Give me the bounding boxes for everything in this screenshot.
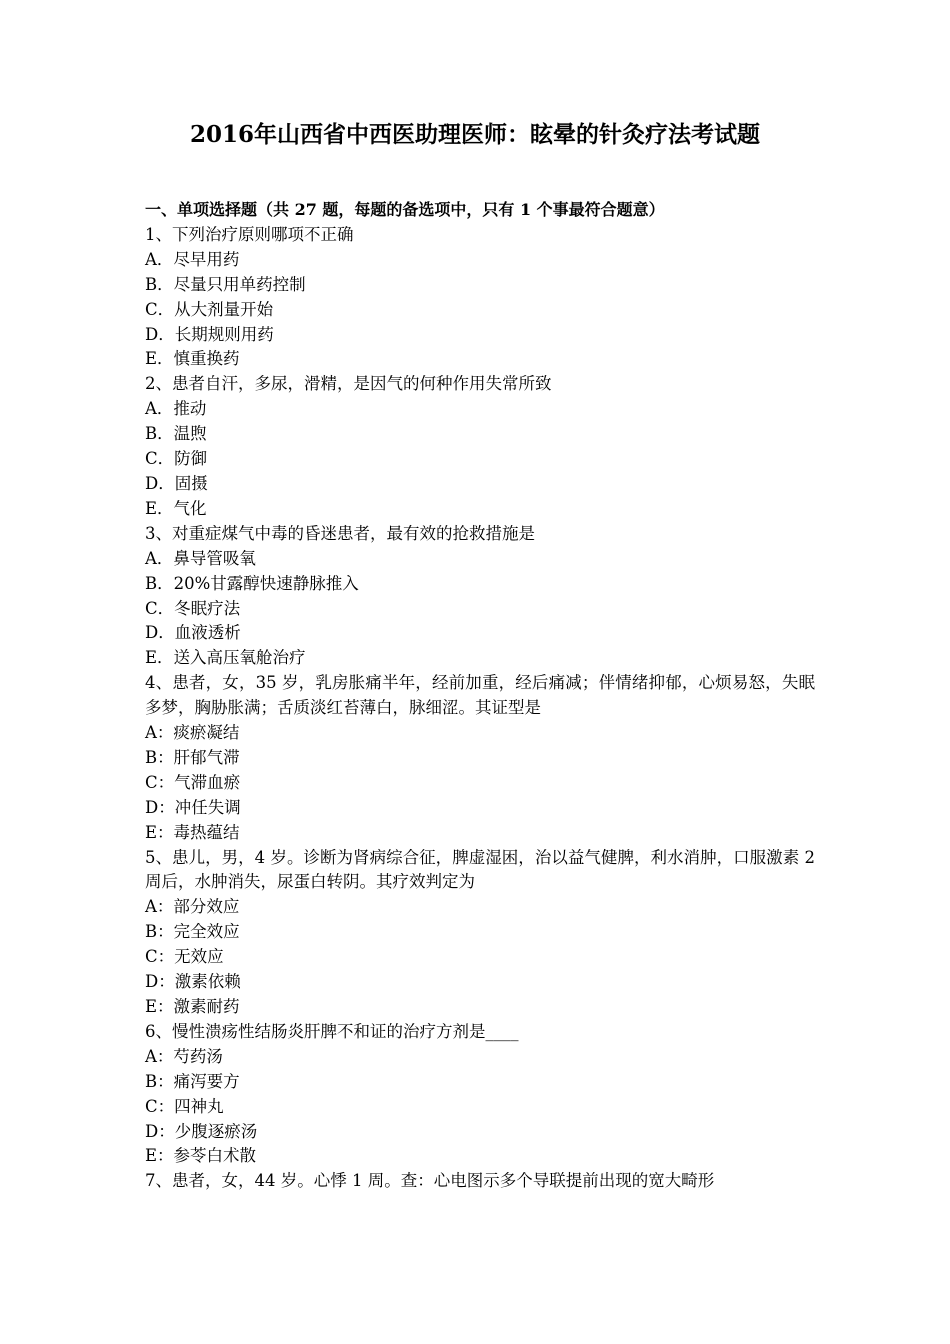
- option-d: D．血液透析: [145, 623, 241, 643]
- question-1: [145, 223, 815, 372]
- option-c: C：气滞血瘀: [145, 772, 241, 792]
- question-stem: 2、患者自汗，多尿，滑精，是因气的何种作用失常所致: [145, 374, 552, 394]
- option-c: C．从大剂量开始: [145, 299, 274, 319]
- question-stem: 7、患者，女，44 岁。心悸 1 周。查：心电图示多个导联提前出现的宽大畸形: [145, 1171, 715, 1191]
- option-d: D．长期规则用药: [145, 324, 274, 344]
- section-heading: 一、单项选择题（共 27 题，每题的备选项中，只有 1 个事最符合题意）: [145, 200, 665, 219]
- option-c: C．冬眠疗法: [145, 598, 241, 618]
- option-b: B：痛泻要方: [145, 1071, 240, 1091]
- option-e: E．慎重换药: [145, 349, 240, 369]
- question-5: [145, 846, 815, 1020]
- option-d: D：冲任失调: [145, 797, 241, 817]
- option-e: E：参苓白术散: [145, 1146, 257, 1166]
- document-title: 2016年山西省中西医助理医师：眩晕的针灸疗法考试题: [189, 121, 760, 148]
- question-7: [145, 1169, 815, 1194]
- question-stem: 6、慢性溃疡性结肠炎肝脾不和证的治疗方剂是____: [145, 1021, 519, 1041]
- question-4: [145, 671, 815, 845]
- option-a: A：痰瘀凝结: [145, 723, 240, 743]
- option-b: B．温煦: [145, 424, 207, 444]
- option-a: A：部分效应: [145, 897, 240, 917]
- option-b: B．尽量只用单药控制: [145, 274, 306, 294]
- option-b: B：肝郁气滞: [145, 747, 240, 767]
- question-3: [145, 522, 815, 671]
- question-stem: 5、患儿，男，4 岁。诊断为肾病综合征，脾虚湿困，治以益气健脾，利水消肿，口服激素 2 周后，水肿消失，尿蛋白转阴。其疗效判定为: [145, 847, 815, 892]
- question-stem: 1、下列治疗原则哪项不正确: [145, 224, 354, 244]
- option-d: D．固摄: [145, 473, 208, 493]
- option-e: E：毒热蕴结: [145, 822, 240, 842]
- question-6: [145, 1020, 815, 1169]
- option-b: B：完全效应: [145, 922, 240, 942]
- question-stem: 4、患者，女，35 岁，乳房胀痛半年，经前加重，经后痛减；伴情绪抑郁，心烦易怒，失眠多梦，胸胁胀满；舌质淡红苔薄白，脉细涩。其证型是: [145, 673, 815, 718]
- option-d: D：激素依赖: [145, 972, 241, 992]
- option-e: E．气化: [145, 498, 207, 518]
- option-c: C：无效应: [145, 947, 224, 967]
- option-a: A．尽早用药: [145, 249, 240, 269]
- question-2: [145, 372, 815, 521]
- option-d: D：少腹逐瘀汤: [145, 1121, 258, 1141]
- option-a: A．鼻导管吸氧: [145, 548, 256, 568]
- option-b: B．20%甘露醇快速静脉推入: [145, 573, 359, 593]
- option-a: A：芍药汤: [145, 1046, 223, 1066]
- option-e: E．送入高压氧舱治疗: [145, 648, 306, 668]
- option-a: A．推动: [145, 399, 207, 419]
- option-e: E：激素耐药: [145, 997, 240, 1016]
- option-c: C：四神丸: [145, 1096, 224, 1116]
- document-body: [145, 198, 815, 1194]
- option-c: C．防御: [145, 449, 208, 469]
- question-stem: 3、对重症煤气中毒的昏迷患者，最有效的抢救措施是: [145, 523, 535, 543]
